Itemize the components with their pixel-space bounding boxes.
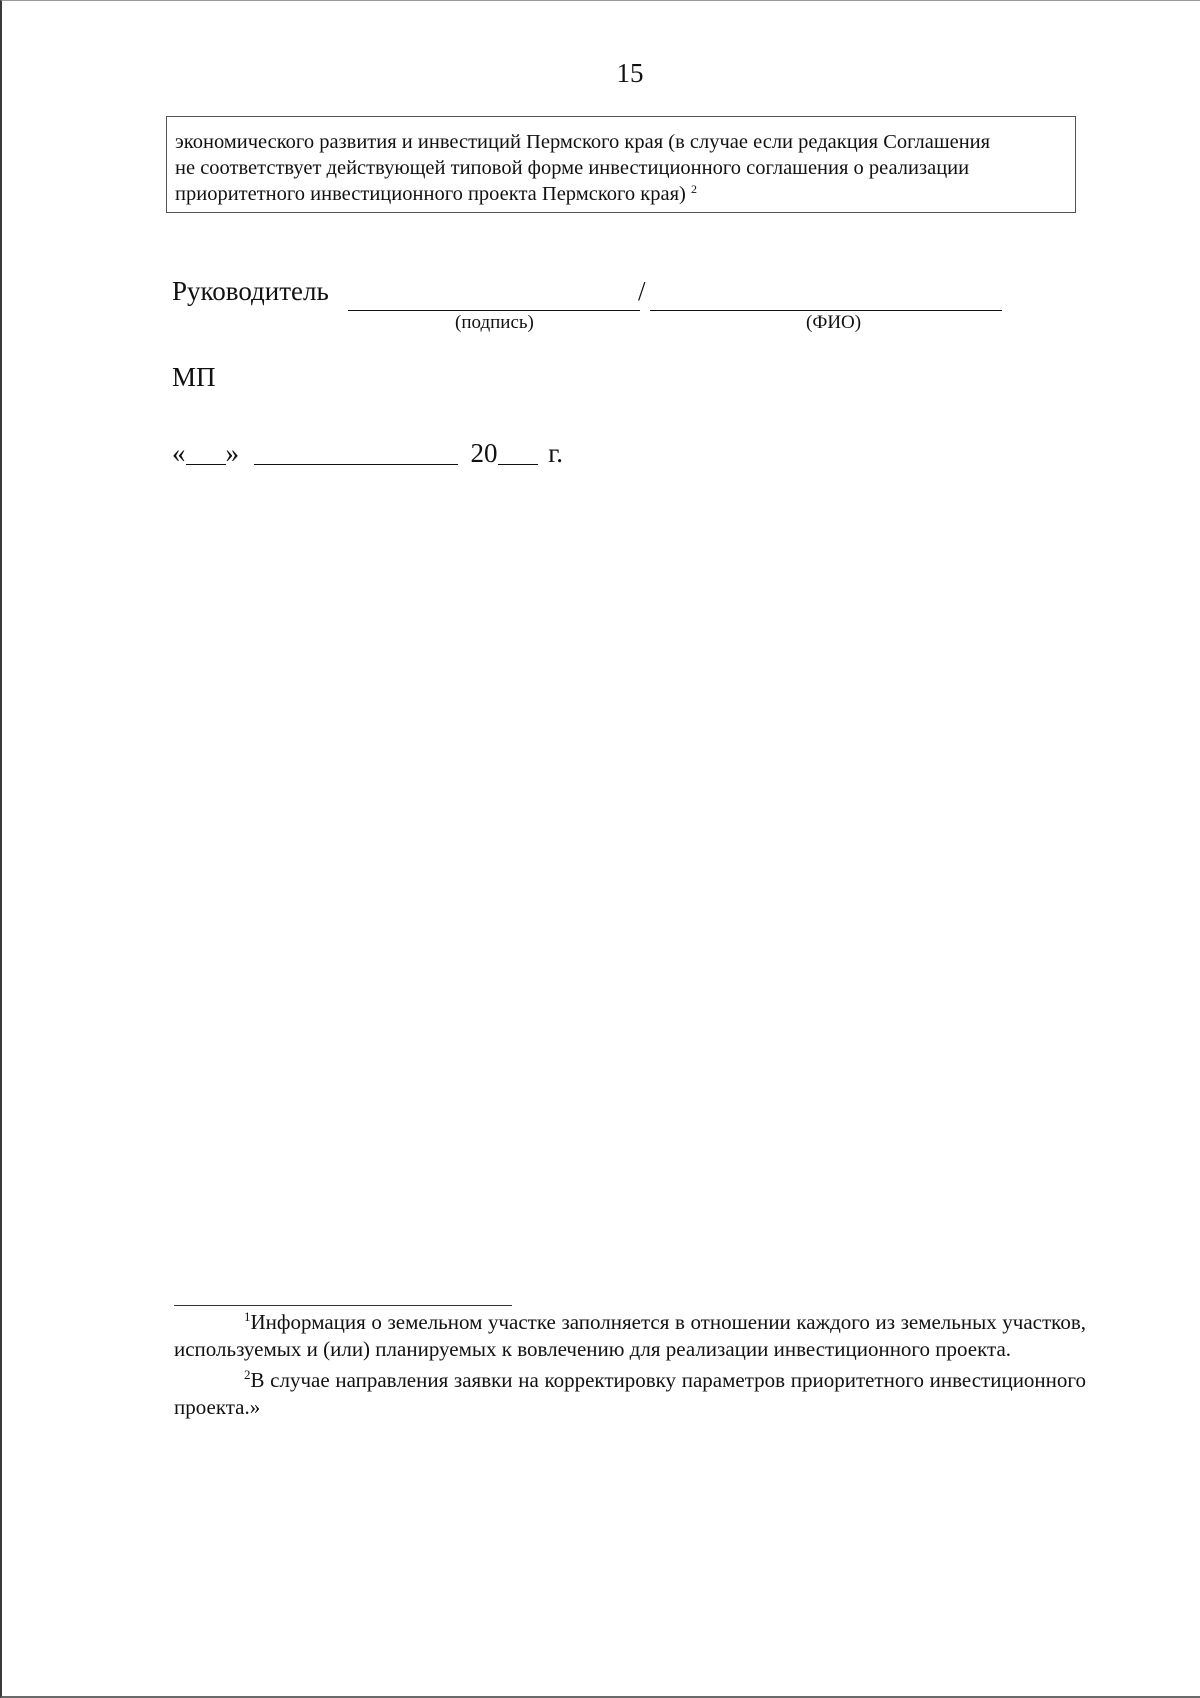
footnote-text-1: Информация о земельном участке заполняется в отношении каждого из земельных участков, используемых и (или) планируемых к вовлечению для реализации инвестиционного проекта.	[174, 1310, 1086, 1361]
boxed-line-1: экономического развития и инвестиций Пермского края (в случае если редакция Соглашения	[175, 131, 991, 153]
signature-blank-line	[348, 310, 640, 311]
footnote-ref-2: 2	[690, 182, 697, 196]
footnote-2	[174, 1367, 1086, 1421]
footnote-marker-1: 1	[244, 1309, 251, 1324]
page-number: 15	[616, 58, 644, 88]
boxed-line-2: не соответствует действующей типовой форме инвестиционного соглашения о реализации	[175, 157, 970, 179]
date-line	[172, 436, 563, 469]
month-blank	[254, 436, 458, 465]
boxed-line-3	[175, 181, 1067, 207]
day-blank	[186, 436, 226, 465]
name-blank-line	[650, 310, 1002, 311]
footnote-separator	[174, 1305, 512, 1306]
footnotes	[174, 1309, 1086, 1421]
signature-separator: /	[638, 276, 646, 306]
signature-caption: (подпись)	[455, 312, 534, 333]
year-prefix: 20	[470, 438, 498, 468]
footnote-text-2: В случае направления заявки на корректировку параметров приоритетного инвестиционного проекта.»	[174, 1368, 1086, 1419]
boxed-paragraph	[166, 116, 1076, 213]
year-suffix: г.	[548, 438, 564, 468]
footnote-marker-2: 2	[244, 1367, 251, 1382]
date-open-quote: «	[172, 438, 186, 468]
stamp-label: МП	[172, 362, 216, 392]
date-close-quote: »	[225, 438, 239, 468]
name-caption: (ФИО)	[806, 312, 862, 333]
boxed-line-3-text: приоритетного инвестиционного проекта Пермского края)	[175, 183, 686, 205]
signature-role-label: Руководитель	[172, 276, 329, 306]
footnote-1	[174, 1309, 1086, 1363]
year-blank	[498, 436, 538, 465]
